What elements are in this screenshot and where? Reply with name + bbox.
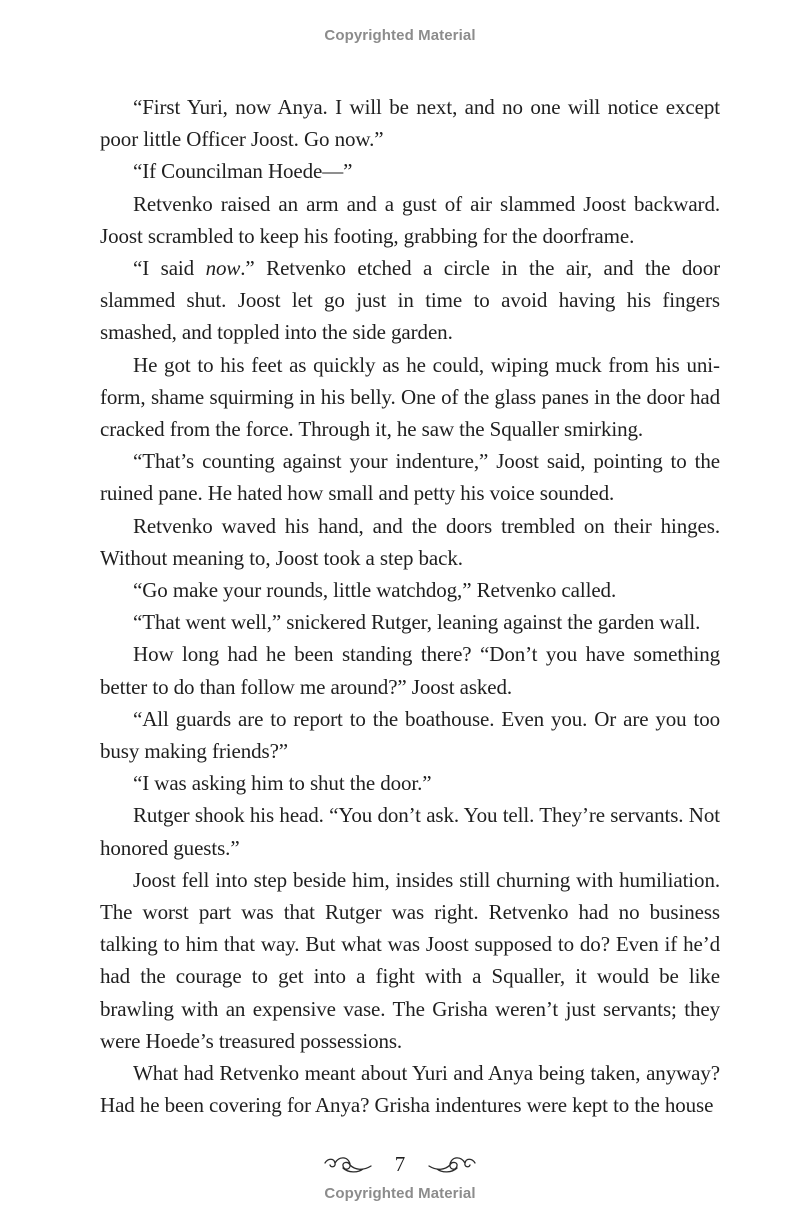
paragraph-6: “That’s counting against your indenture,” Joost said, pointing to the ruined pane. He hated how small and petty his voice sounded.	[100, 449, 720, 506]
left-flourish-icon	[323, 1153, 375, 1175]
copyright-watermark-bottom: Copyrighted Material	[324, 1185, 476, 1202]
paragraph-4-before: “I said	[133, 256, 206, 281]
right-flourish-icon	[425, 1153, 477, 1175]
paragraph-1: “First Yuri, now Anya. I will be next, and no one will notice except poor little Officer Joost. Go now.”	[100, 95, 720, 152]
paragraph-8: “Go make your rounds, little watchdog,” Retvenko called.	[133, 578, 617, 603]
paragraph-2: “If Councilman Hoede—”	[133, 159, 353, 184]
paragraph-3: Retvenko raised an arm and a gust of air slammed Joost backward. Joost scrambled to keep his footing, grabbing for the doorframe.	[100, 191, 720, 248]
paragraph-11: “All guards are to report to the boathouse. Even you. Or are you too busy making friends?”	[100, 706, 720, 764]
paragraph-7: Retvenko waved his hand, and the doors trembled on their hinges. Without meaning to, Joost took a step back.	[100, 513, 720, 570]
paragraph-9: “That went well,” snickered Rutger, leaning against the garden wall.	[133, 610, 701, 635]
paragraph-10: How long had he been standing there? “Don’t you have something better to do than follow me around?” Joost asked.	[100, 642, 720, 699]
paragraph-13: Rutger shook his head. “You don’t ask. You tell. They’re servants. Not honored guests.”	[100, 803, 720, 860]
body-text	[100, 91, 720, 1122]
page-number: 7	[394, 1151, 406, 1176]
paragraph-4	[100, 252, 720, 349]
emphasized-word: now	[205, 256, 241, 281]
paragraph-14: Joost fell into step beside him, insides still churning with humiliation. The worst part was that Rutger was right. Retvenko had no business talking to him that way. But what was Joost supposed to do? Even if he’d had the courage to get into a fight with a Squaller, it would be like brawling with an expensive vase. The Grisha weren’t just servants; they were Hoede’s treasured possessions.	[100, 867, 720, 1053]
paragraph-12: “I was asking him to shut the door.”	[133, 771, 432, 796]
paragraph-5: He got to his feet as quickly as he could, wiping muck from his uniform, shame squirming in his belly. One of the glass panes in the door had cracked from the force. Through it, he saw the Squaller smirking.	[100, 352, 720, 442]
paragraph-15: What had Retvenko meant about Yuri and Anya being taken, anyway? Had he been covering for Anya? Grisha indentures were kept to the house	[100, 1061, 720, 1118]
paragraph-4-after: .” Retvenko etched a circle in the air, and the door slammed shut. Joost let go just in time to avoid having his fingers smashed, and toppled into the side garden.	[100, 256, 720, 345]
copyright-watermark-top: Copyrighted Material	[324, 27, 476, 44]
page-footer	[0, 1148, 800, 1180]
